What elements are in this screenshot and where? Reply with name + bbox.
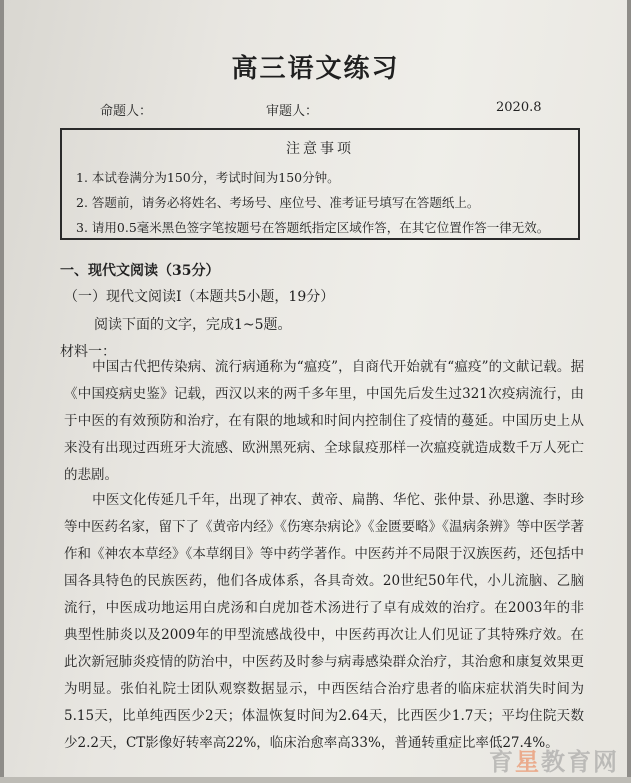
exam-date: 2020.8 <box>496 100 542 115</box>
notice-item: 1. 本试卷满分为150分，考试时间为150分钟。 <box>76 170 340 185</box>
paragraph-text: 中医文化传延几千年，出现了神农、黄帝、扁鹊、华佗、张仲景、孙思邈、李时珍等中医药名家，留下了《黄帝内经》《伤寒杂病论》《金匮要略》《温病条辨》等中医学著作和《神农本草经》《本草纲目》等中药学著作。中医药并不局限于汉族医药，还包括中国各具特色的民族医药，他们各成体系，各具奇效。20世纪50年代，小儿流脑、乙脑流行，中医成功地运用白虎汤和白虎加苍术汤进行了卓有成效的治疗。在2003年的非典型性肺炎以及2009年的甲型流感战役中，中医药再次让人们见证了其特殊疗效。在此次新冠肺炎疫情的防治中，中医药及时参与病毒感染群众治疗，其治愈和康复效果更为明显。张伯礼院士团队观察数据显示，中西医结合治疗患者的临床症状消失时间为5.15天，比单纯西医少2天；体温恢复时间为2.64天，比西医少1.7天；平均住院天数少2.2天，CT影像好转率高22%，临床治愈率高33%，普通转重症比率低27.4%。 <box>64 492 584 751</box>
section-heading: 一、现代文阅读（35分） <box>60 263 220 279</box>
setter-label: 命题人： <box>100 104 153 119</box>
paragraph <box>64 354 584 489</box>
material-label: 材料一： <box>60 344 116 360</box>
watermark-logo <box>489 742 619 777</box>
notice-item: 3. 请用0.5毫米黑色签字笔按题号在答题纸指定区域作答，在其它位置作答一律无效。 <box>76 220 550 235</box>
paragraph <box>64 487 584 757</box>
reviewer-label: 审题人： <box>266 104 319 119</box>
bottom-strip <box>0 777 631 783</box>
watermark-text: 星 <box>515 748 541 776</box>
exam-page <box>4 0 627 783</box>
section-subheading: （一）现代文阅读Ⅰ（本题共5小题，19分） <box>64 289 335 305</box>
paragraph-text: 中国古代把传染病、流行病通称为“瘟疫”，自商代开始就有“瘟疫”的文献记载。据《中国疫病史鉴》记载，西汉以来的两千多年里，中国先后发生过321次疫病流行，由于中医的有效预防和治疗，在有限的地域和时间内控制住了疫情的蔓延。中国历史上从来没有出现过西班牙大流感、欧洲黑死病、全球鼠疫那样一次瘟疫就造成数千万人死亡的悲剧。 <box>64 359 584 483</box>
watermark-text: 教育网 <box>541 748 619 776</box>
watermark-text: 育 <box>489 748 515 776</box>
section-instruction: 阅读下面的文字，完成1~5题。 <box>94 317 292 333</box>
notice-title: 注意事项 <box>286 141 354 157</box>
notice-item: 2. 答题前，请务必将姓名、考场号、座位号、准考证号填写在答题纸上。 <box>76 195 480 210</box>
page-title: 高三语文练习 <box>231 54 400 84</box>
notice-box <box>60 128 580 240</box>
